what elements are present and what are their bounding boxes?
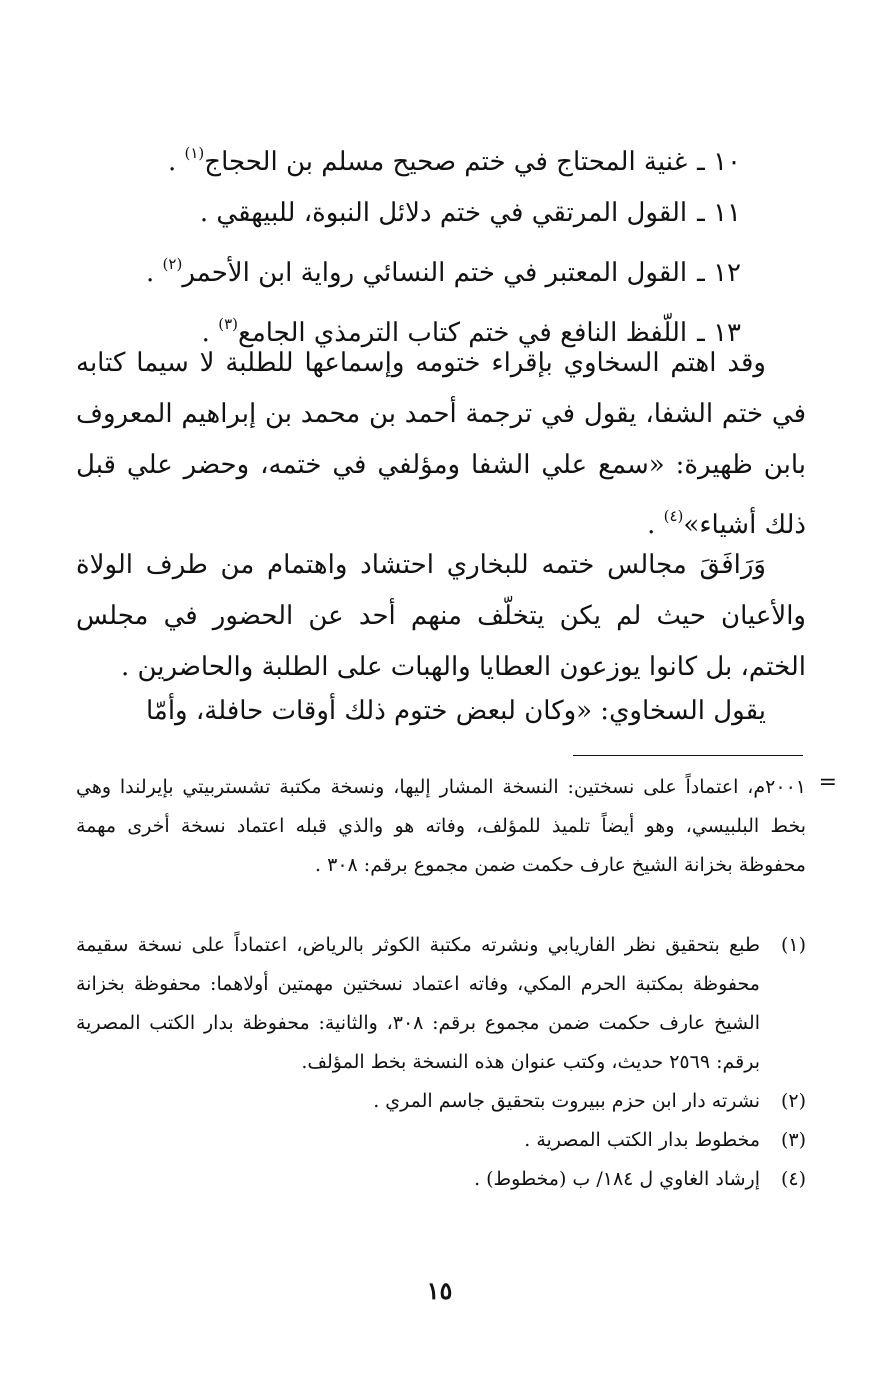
list-item bbox=[121, 239, 741, 299]
footnote-text: نشرته دار ابن حزم ببيروت بتحقيق جاسم المري . bbox=[373, 1090, 760, 1112]
footnote-text: ٢٠٠١م، اعتماداً على نسختين: النسخة المشار إليها، ونسخة مكتبة تشستربيتي بإيرلندا وهي بخط البلبيسي، وهو أيضاً تلميذ للمؤلف، وفاته هو والذي قبله اعتماد نسخة أخرى مهمة محفوظة بخزانة الشيخ عارف حكمت ضمن مجموع برقم: ٣٠٨ . bbox=[76, 776, 806, 876]
paragraph-text: وَرَافَقَ مجالس ختمه للبخاري احتشاد واهتمام من طرف الولاة والأعيان حيث لم يكن يتخلّف منهم أحد عن الحضور في مجلس الختم، بل كانوا يوزعون العطايا والهبات على الطلبة والحاضرين . bbox=[76, 550, 806, 682]
list-item-text: القول المرتقي في ختم دلائل النبوة، للبيهقي . bbox=[199, 198, 688, 228]
list-item-number: ١٣ ـ bbox=[697, 318, 741, 348]
footnote-number: (٣) bbox=[780, 1129, 806, 1151]
footnote-number: (٤) bbox=[780, 1168, 806, 1190]
paragraph-end: . bbox=[647, 510, 664, 540]
list-item-end: . bbox=[167, 147, 185, 177]
paragraph-text: وقد اهتم السخاوي بإقراء ختومه وإسماعها للطلبة لا سيما كتابه في ختم الشفا، يقول في ترجمة أحمد بن محمد بن إبراهيم المعروف بابن ظهيرة: «سمع علي الشفا ومؤلفي في ختمه، وحضر علي قبل ذلك أشياء» bbox=[76, 348, 806, 540]
footnote-text: إرشاد الغاوي ل ١٨٤/ ب (مخطوط) . bbox=[474, 1168, 760, 1190]
footnotes-list bbox=[76, 926, 806, 1199]
works-list bbox=[121, 128, 741, 359]
footnote-continuation bbox=[76, 768, 806, 885]
list-item-end: . bbox=[201, 318, 219, 348]
footnote bbox=[76, 926, 806, 1082]
page-number: ١٥ bbox=[426, 1276, 453, 1305]
paragraph bbox=[76, 540, 806, 693]
footnote-ref: (٢) bbox=[162, 255, 183, 273]
list-item bbox=[121, 128, 741, 188]
list-item-text: غنية المحتاج في ختم صحيح مسلم بن الحجاج bbox=[204, 147, 688, 177]
list-item-number: ١٠ ـ bbox=[697, 147, 741, 177]
continuation-mark: = bbox=[818, 770, 837, 795]
footnote-ref: (١) bbox=[184, 144, 205, 162]
footnote bbox=[76, 1160, 806, 1199]
list-item-text: اللّفظ النافع في ختم كتاب الترمذي الجامع bbox=[237, 318, 688, 348]
list-item-number: ١٢ ـ bbox=[697, 258, 741, 288]
paragraph bbox=[76, 338, 806, 551]
footnote-separator bbox=[573, 755, 803, 756]
footnote-number: (٢) bbox=[780, 1090, 806, 1112]
list-item-number: ١١ ـ bbox=[697, 198, 741, 228]
footnote bbox=[76, 1121, 806, 1160]
list-item-end: . bbox=[146, 258, 163, 288]
footnote-text: طبع بتحقيق نظر الفاريابي ونشرته مكتبة الكوثر بالرياض، اعتماداً على نسخة سقيمة محفوظة بمكتبة الحرم المكي، وفاته اعتماد نسختين مهمتين أولاهما: محفوظة بخزانة الشيخ عارف حكمت ضمن مجموع برقم: ٣٠٨، والثانية: محفوظة بدار الكتب المصرية برقم: ٢٥٦٩ حديث، وكتب عنوان هذه النسخة بخط المؤلف. bbox=[76, 934, 760, 1073]
footnote-ref: (٣) bbox=[218, 315, 238, 333]
footnote-ref: (٤) bbox=[663, 507, 684, 525]
footnote-text: مخطوط بدار الكتب المصرية . bbox=[524, 1129, 760, 1151]
footnote-number: (١) bbox=[780, 934, 806, 956]
list-item-text: القول المعتبر في ختم النسائي رواية ابن الأحمر bbox=[182, 258, 688, 288]
paragraph bbox=[76, 686, 806, 737]
paragraph-text: يقول السخاوي: «وكان لبعض ختوم ذلك أوقات حافلة، وأمّا bbox=[145, 696, 766, 726]
footnote bbox=[76, 1082, 806, 1121]
list-item bbox=[121, 188, 741, 239]
